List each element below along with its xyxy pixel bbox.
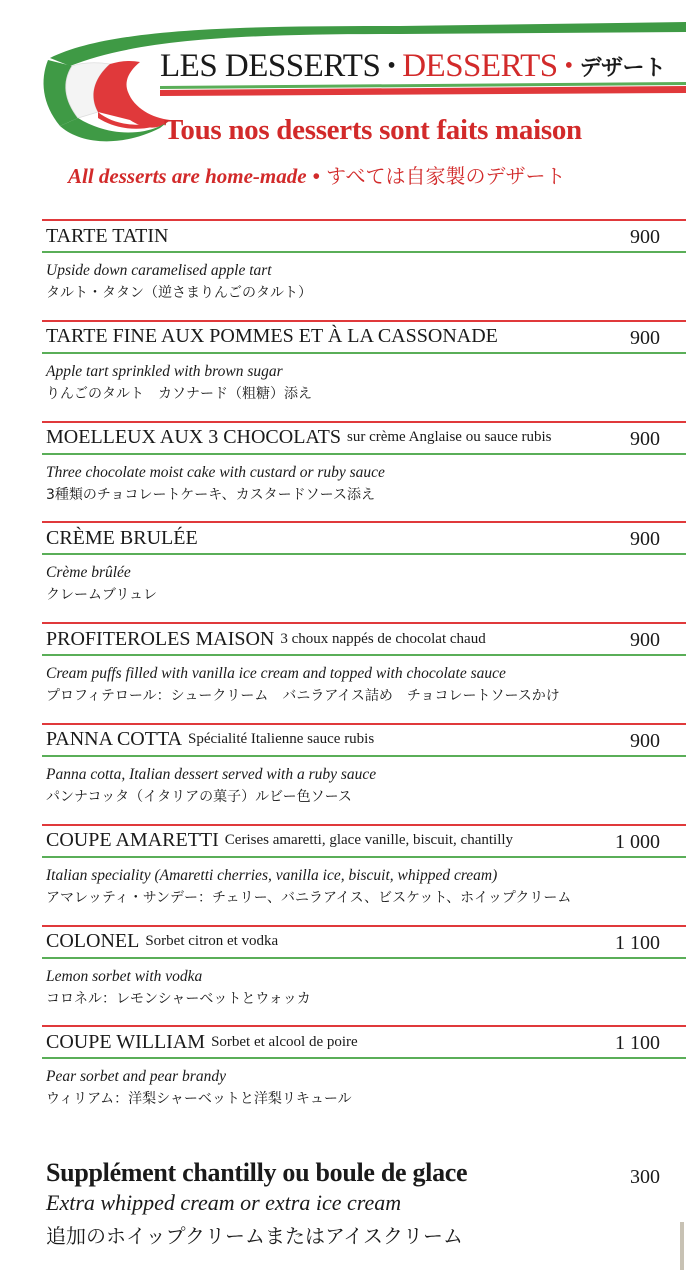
homemade-japanese: すべては自家製のデザート <box>325 164 566 188</box>
menu-item-header <box>42 219 686 253</box>
menu-item-tarte-fine <box>42 320 686 421</box>
item-name: MOELLEUX AUX 3 CHOCOLATS <box>46 426 341 449</box>
menu-item-coupe-william <box>42 1025 686 1126</box>
page-title <box>160 44 686 88</box>
menu-item-header <box>42 1025 686 1059</box>
item-name: CRÈME BRULÉE <box>46 526 198 549</box>
title-separator: • <box>564 52 573 79</box>
item-description-japanese: コロネル：レモンシャーベットとウォッカ <box>46 990 311 1007</box>
homemade-separator: • <box>312 164 320 188</box>
supplement-title: Supplément chantilly ou boule de glace <box>46 1158 468 1187</box>
item-description-japanese: パンナコッタ（イタリアの菓子）ルビー色ソース <box>46 788 352 805</box>
homemade-subtitle <box>68 160 566 189</box>
supplement-description-english: Extra whipped cream or extra ice cream <box>46 1190 402 1215</box>
item-price: 900 <box>630 629 660 652</box>
menu-item-header <box>42 925 686 959</box>
item-name: COUPE WILLIAM <box>46 1030 206 1053</box>
item-name: COUPE AMARETTI <box>46 829 219 852</box>
item-price: 900 <box>630 528 660 551</box>
menu-item-panna-cotta <box>42 723 686 824</box>
item-description-english: Panna cotta, Italian dessert served with a ruby sauce <box>46 765 377 783</box>
menu-item-coupe-amaretti <box>42 824 686 925</box>
item-subtitle: Cerises amaretti, glace vanille, biscuit, chantilly <box>224 832 514 849</box>
item-subtitle: Sorbet et alcool de poire <box>211 1033 358 1050</box>
item-price: 900 <box>630 729 660 752</box>
item-description-english: Three chocolate moist cake with custard or ruby sauce <box>46 463 385 481</box>
title-separator: • <box>387 52 396 79</box>
item-description-english: Upside down caramelised apple tart <box>46 262 272 279</box>
item-subtitle: Spécialité Italienne sauce rubis <box>188 731 375 748</box>
menu-item-creme-brulee <box>42 521 686 622</box>
dessert-list <box>42 219 686 1126</box>
supplement-description-japanese: 追加のホイップクリームまたはアイスクリーム <box>46 1224 463 1248</box>
item-name: COLONEL <box>46 930 140 953</box>
menu-item-moelleux <box>42 421 686 522</box>
title-french: LES DESSERTS <box>160 47 381 84</box>
item-price: 900 <box>630 326 660 349</box>
title-english: DESSERTS <box>402 47 558 84</box>
menu-item-colonel <box>42 925 686 1026</box>
item-subtitle: Sorbet citron et vodka <box>145 933 279 950</box>
item-price: 1 000 <box>615 830 660 853</box>
item-subtitle: sur crème Anglaise ou sauce rubis <box>347 429 552 446</box>
item-description-english: Cream puffs filled with vanilla ice cream and topped with chocolate sauce <box>46 665 506 683</box>
item-description-english: Lemon sorbet with vodka <box>46 967 203 985</box>
item-name: PROFITEROLES MAISON <box>46 627 275 650</box>
item-description-japanese: クレームブリュレ <box>46 587 158 604</box>
homemade-english: All desserts are home-made <box>68 164 307 188</box>
item-description-english: Italian speciality (Amaretti cherries, vanilla ice, biscuit, whipped cream) <box>46 866 498 884</box>
item-price: 1 100 <box>615 1032 660 1055</box>
menu-item-header <box>42 521 686 555</box>
item-name: TARTE FINE AUX POMMES ET À LA CASSONADE <box>46 325 498 348</box>
item-price: 900 <box>630 226 660 248</box>
item-description-japanese: ウィリアム：洋梨シャーベットと洋梨リキュール <box>46 1091 352 1108</box>
menu-item-header <box>42 320 686 354</box>
item-description-japanese: タルト・タタン（逆さまりんごのタルト） <box>46 285 312 301</box>
item-name: TARTE TATIN <box>46 224 169 247</box>
item-description-english: Crème brûlée <box>46 564 131 582</box>
menu-item-header <box>42 622 686 656</box>
item-description-japanese: りんごのタルト カソナード（粗糖）添え <box>46 385 312 402</box>
supplement-section <box>46 1158 686 1249</box>
page-edge-divider <box>680 1222 684 1270</box>
menu-item-header <box>42 824 686 858</box>
item-description-english: Pear sorbet and pear brandy <box>46 1068 226 1086</box>
menu-item-profiteroles <box>42 622 686 723</box>
item-description-japanese: プロフィテロール：シュークリーム バニラアイス詰め チョコレートソースかけ <box>46 688 560 705</box>
item-name: PANNA COTTA <box>46 728 183 751</box>
item-price: 1 100 <box>615 931 660 954</box>
title-japanese: デザート <box>579 55 666 81</box>
item-subtitle: 3 choux nappés de chocolat chaud <box>280 630 486 647</box>
item-description-english: Apple tart sprinkled with brown sugar <box>46 362 283 380</box>
item-price: 900 <box>630 427 660 450</box>
menu-item-tarte-tatin <box>42 219 686 320</box>
menu-item-header <box>42 421 686 455</box>
supplement-price: 300 <box>630 1166 660 1188</box>
item-description-japanese: 3種類のチョコレートケーキ、カスタードソース添え <box>46 486 375 503</box>
item-description-japanese: アマレッティ・サンデー：チェリー、バニラアイス、ビスケット、ホイップクリーム <box>46 889 572 906</box>
homemade-french: Tous nos desserts sont faits maison <box>164 114 582 146</box>
menu-item-header <box>42 723 686 757</box>
